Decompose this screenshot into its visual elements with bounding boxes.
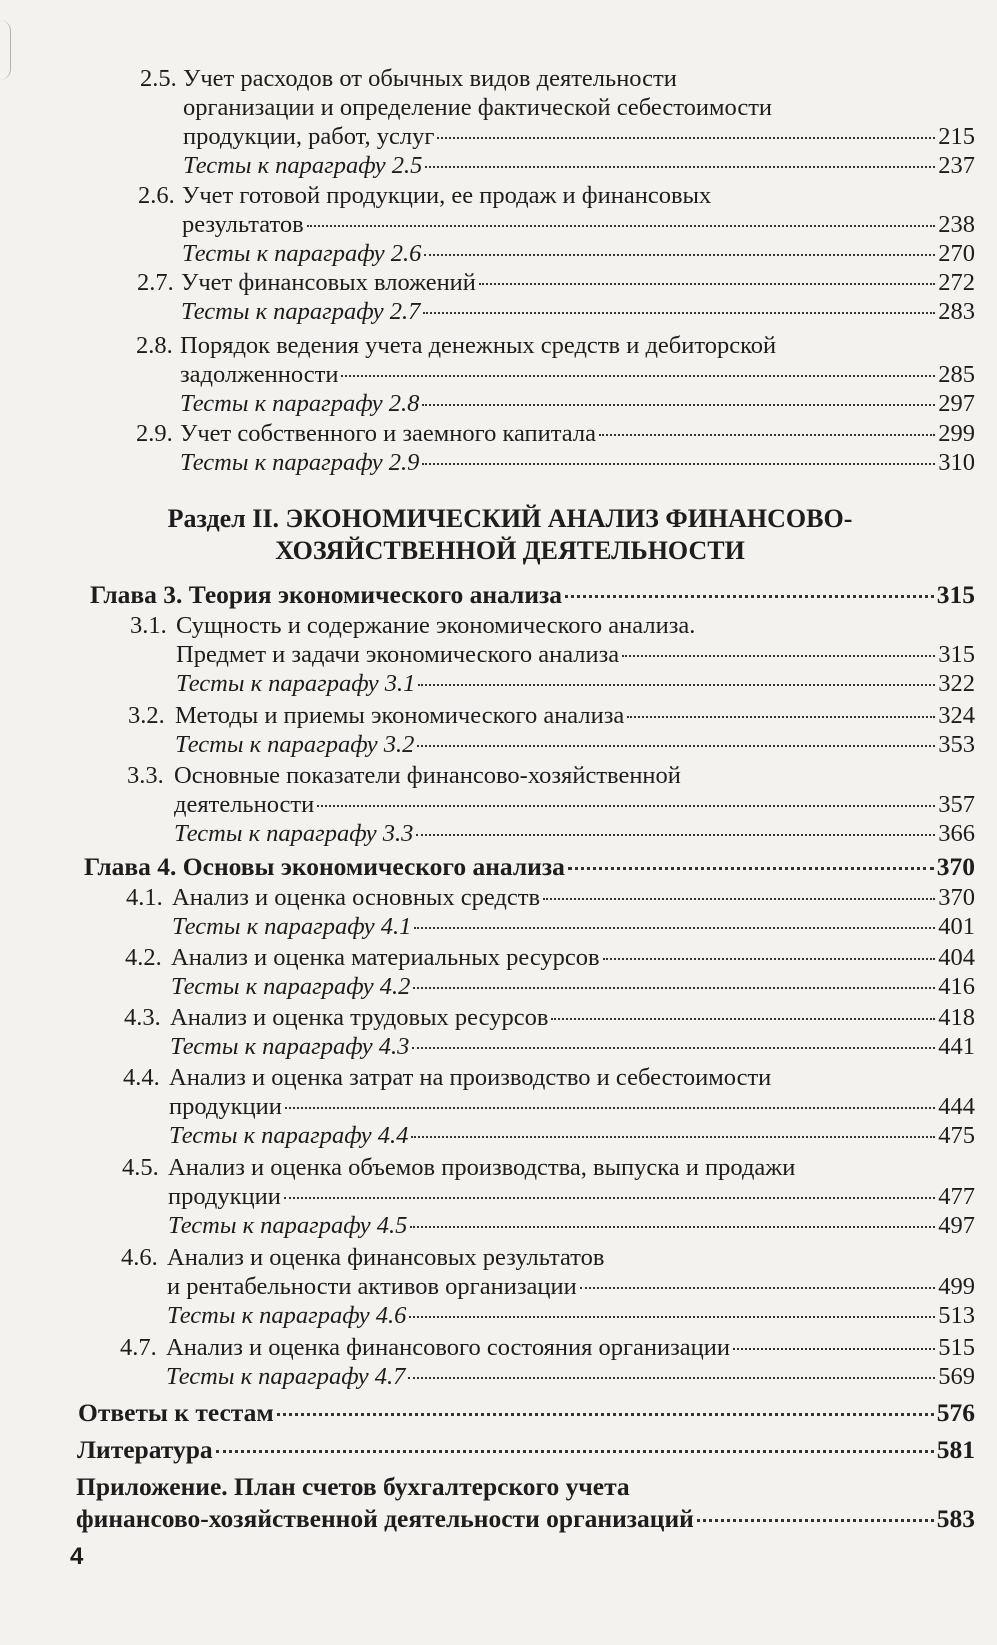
toc-entry-2-6-line1: Учет готовой продукции, ее продаж и финансовых — [182, 182, 712, 209]
toc-tests-2-8-page: 297 — [938, 390, 975, 417]
toc-tests-4-1 — [172, 912, 975, 941]
toc-page-4-1: 370 — [938, 884, 975, 911]
toc-entry-4-7 — [166, 1333, 975, 1362]
leader-dots — [409, 1316, 935, 1318]
toc-tests-4-4 — [169, 1121, 975, 1150]
toc-number-2-7: 2.7. — [137, 269, 174, 296]
toc-tests-3-1-text: Тесты к параграфу 3.1 — [176, 670, 416, 697]
leader-dots — [416, 834, 935, 836]
toc-number-3-2: 3.2. — [128, 702, 165, 729]
leader-dots — [408, 1377, 935, 1379]
toc-tests-2-8 — [180, 389, 975, 418]
toc-entry-2-9-text: Учет собственного и заемного капитала — [180, 420, 596, 447]
leader-dots — [422, 463, 935, 465]
toc-chapter-3-title: Глава 3. Теория экономического анализа — [90, 580, 563, 609]
toc-page-4-4: 444 — [938, 1093, 975, 1120]
toc-tests-4-3-text: Тесты к параграфу 4.3 — [170, 1033, 410, 1060]
section-heading-line1: Раздел II. ЭКОНОМИЧЕСКИЙ АНАЛИЗ ФИНАНСОВО- — [167, 504, 853, 533]
toc-tests-2-6 — [182, 239, 975, 268]
leader-dots — [479, 283, 935, 285]
toc-tests-4-7-page: 569 — [938, 1363, 975, 1390]
toc-tests-2-7 — [181, 297, 975, 326]
leader-dots — [341, 375, 935, 377]
toc-chapter-4-page: 370 — [936, 852, 975, 881]
toc-entry-4-5-line1: Анализ и оценка объемов производства, выпуска и продажи — [168, 1154, 796, 1181]
leader-dots — [551, 1018, 935, 1020]
toc-tests-2-8-text: Тесты к параграфу 2.8 — [180, 390, 420, 417]
toc-page-2-6: 238 — [938, 211, 975, 238]
toc-entry-3-2-text: Методы и приемы экономического анализа — [175, 702, 625, 729]
leader-dots — [414, 927, 935, 929]
toc-chapter-4 — [84, 852, 975, 881]
leader-dots — [599, 434, 935, 436]
toc-entry-4-6-line2: и рентабельности активов организации — [167, 1273, 577, 1300]
leader-dots — [216, 1450, 934, 1453]
toc-tests-2-5 — [183, 151, 975, 180]
toc-number-4-5: 4.5. — [122, 1154, 159, 1181]
toc-page-4-6: 499 — [938, 1273, 975, 1300]
toc-entry-2-7 — [181, 268, 975, 297]
toc-number-4-2: 4.2. — [125, 944, 162, 971]
toc-tests-3-1-page: 322 — [938, 670, 975, 697]
toc-number-2-9: 2.9. — [136, 420, 173, 447]
toc-entry-2-9 — [180, 419, 975, 448]
leader-dots — [697, 1519, 934, 1522]
toc-entry-2-6-line2: результатов — [182, 211, 304, 238]
toc-tests-4-2-page: 416 — [938, 973, 975, 1000]
leader-dots — [412, 1047, 935, 1049]
toc-tests-4-3-page: 441 — [938, 1033, 975, 1060]
toc-number-3-3: 3.3. — [127, 762, 164, 789]
toc-entry-2-8 — [180, 360, 975, 389]
leader-dots — [565, 595, 934, 598]
leader-dots — [284, 1197, 935, 1199]
page-number: 4 — [70, 1543, 84, 1570]
toc-entry-4-1 — [172, 883, 975, 912]
toc-tests-4-6 — [167, 1301, 975, 1330]
leader-dots — [603, 958, 936, 960]
toc-entry-3-3-line1: Основные показатели финансово-хозяйственной — [174, 762, 681, 789]
toc-entry-2-5-line3: продукции, работ, услуг — [183, 123, 435, 150]
toc-tests-2-7-text: Тесты к параграфу 2.7 — [181, 298, 421, 325]
toc-number-4-1: 4.1. — [126, 884, 163, 911]
toc-tests-4-3 — [170, 1032, 975, 1061]
toc-tests-2-9-page: 310 — [938, 449, 975, 476]
toc-chapter-3-page: 315 — [936, 580, 975, 609]
toc-chapter-3 — [90, 580, 975, 609]
toc-entry-3-1-line2: Предмет и задачи экономического анализа — [176, 641, 620, 668]
toc-appendix-line2: финансово-хозяйственной деятельности организаций — [76, 1504, 694, 1533]
toc-page-2-9: 299 — [938, 420, 975, 447]
toc-literature-page: 581 — [936, 1435, 975, 1464]
toc-tests-2-9 — [180, 448, 975, 477]
toc-tests-4-5 — [168, 1211, 975, 1240]
toc-entry-2-5-line1: Учет расходов от обычных видов деятельности — [183, 65, 677, 92]
toc-page-3-3: 357 — [938, 791, 975, 818]
toc-tests-4-2 — [171, 972, 975, 1001]
toc-page-3-2: 324 — [938, 702, 975, 729]
leader-dots — [285, 1107, 935, 1109]
toc-entry-2-8-line1: Порядок ведения учета денежных средств и дебиторской — [180, 332, 777, 359]
leader-dots — [733, 1348, 935, 1350]
leader-dots — [317, 805, 935, 807]
leader-dots — [423, 312, 935, 314]
toc-entry-4-5 — [168, 1182, 975, 1211]
toc-page-4-7: 515 — [938, 1334, 975, 1361]
toc-entry-4-6-line1: Анализ и оценка финансовых результатов — [167, 1244, 605, 1271]
toc-literature — [77, 1435, 975, 1464]
toc-page-2-7: 272 — [938, 269, 975, 296]
leader-dots — [410, 1226, 935, 1228]
toc-entry-4-7-text: Анализ и оценка финансового состояния организации — [166, 1334, 731, 1361]
leader-dots — [411, 1136, 935, 1138]
toc-number-4-4: 4.4. — [123, 1064, 160, 1091]
leader-dots — [307, 225, 936, 227]
toc-tests-3-2 — [175, 730, 975, 759]
toc-tests-3-3-text: Тесты к параграфу 3.3 — [174, 820, 414, 847]
toc-tests-3-3 — [174, 819, 975, 848]
leader-dots — [413, 987, 935, 989]
toc-entry-2-8-line2: задолженности — [180, 361, 339, 388]
toc-entry-4-2 — [171, 943, 975, 972]
toc-entry-3-2 — [175, 701, 975, 730]
toc-number-4-6: 4.6. — [121, 1244, 158, 1271]
leader-dots — [424, 254, 935, 256]
toc-tests-4-6-text: Тесты к параграфу 4.6 — [167, 1302, 407, 1329]
toc-number-4-7: 4.7. — [120, 1334, 157, 1361]
leader-dots — [627, 716, 935, 718]
toc-tests-3-2-page: 353 — [938, 731, 975, 758]
toc-tests-3-1 — [176, 669, 975, 698]
toc-entry-3-3 — [174, 790, 975, 819]
toc-tests-4-7-text: Тесты к параграфу 4.7 — [166, 1363, 406, 1390]
toc-entry-4-3-text: Анализ и оценка трудовых ресурсов — [170, 1004, 549, 1031]
leader-dots — [422, 404, 935, 406]
toc-entry-4-1-text: Анализ и оценка основных средств — [172, 884, 541, 911]
toc-tests-2-7-page: 283 — [938, 298, 975, 325]
toc-number-2-5: 2.5. — [140, 65, 177, 92]
leader-dots — [568, 867, 934, 870]
page-edge-shadow — [0, 20, 11, 80]
leader-dots — [437, 137, 935, 139]
toc-entry-4-4-line2: продукции — [169, 1093, 282, 1120]
leader-dots — [425, 166, 935, 168]
toc-appendix-page: 583 — [936, 1504, 975, 1533]
toc-tests-4-5-text: Тесты к параграфу 4.5 — [168, 1212, 408, 1239]
toc-tests-2-9-text: Тесты к параграфу 2.9 — [180, 449, 420, 476]
toc-entry-4-2-text: Анализ и оценка материальных ресурсов — [171, 944, 600, 971]
toc-number-4-3: 4.3. — [124, 1004, 161, 1031]
toc-number-2-8: 2.8. — [136, 332, 173, 359]
toc-tests-4-2-text: Тесты к параграфу 4.2 — [171, 973, 411, 1000]
toc-page-4-3: 418 — [938, 1004, 975, 1031]
toc-tests-3-2-text: Тесты к параграфу 3.2 — [175, 731, 415, 758]
leader-dots — [417, 745, 935, 747]
toc-page-4-5: 477 — [938, 1183, 975, 1210]
toc-page-2-5: 215 — [938, 123, 975, 150]
leader-dots — [543, 898, 935, 900]
leader-dots — [418, 684, 935, 686]
toc-entry-4-4 — [169, 1092, 975, 1121]
toc-appendix — [76, 1504, 975, 1533]
toc-entry-4-5-line2: продукции — [168, 1183, 281, 1210]
toc-answers-title: Ответы к тестам — [78, 1398, 274, 1427]
toc-answers-page: 576 — [936, 1398, 975, 1427]
toc-tests-2-5-text: Тесты к параграфу 2.5 — [183, 152, 423, 179]
toc-page-3-1: 315 — [938, 641, 975, 668]
toc-tests-2-5-page: 237 — [938, 152, 975, 179]
toc-chapter-4-title: Глава 4. Основы экономического анализа — [84, 852, 565, 881]
toc-tests-2-6-page: 270 — [938, 240, 975, 267]
toc-tests-4-7 — [166, 1362, 975, 1391]
toc-page-4-2: 404 — [938, 944, 975, 971]
toc-tests-4-1-text: Тесты к параграфу 4.1 — [172, 913, 412, 940]
toc-appendix-line1: Приложение. План счетов бухгалтерского учета — [76, 1472, 630, 1501]
toc-tests-4-5-page: 497 — [938, 1212, 975, 1239]
toc-entry-2-5 — [183, 122, 975, 151]
leader-dots — [277, 1413, 934, 1416]
toc-entry-3-1-line1: Сущность и содержание экономического анализа. — [176, 612, 696, 639]
toc-answers — [78, 1398, 975, 1427]
toc-tests-4-4-page: 475 — [938, 1122, 975, 1149]
toc-number-2-6: 2.6. — [138, 182, 175, 209]
toc-entry-3-1 — [176, 640, 975, 669]
toc-tests-4-4-text: Тесты к параграфу 4.4 — [169, 1122, 409, 1149]
toc-entry-2-7-text: Учет финансовых вложений — [181, 269, 476, 296]
toc-entry-4-4-line1: Анализ и оценка затрат на производство и себестоимости — [169, 1064, 772, 1091]
leader-dots — [580, 1287, 936, 1289]
toc-tests-4-6-page: 513 — [938, 1302, 975, 1329]
toc-page-2-8: 285 — [938, 361, 975, 388]
toc-entry-4-3 — [170, 1003, 975, 1032]
toc-tests-2-6-text: Тесты к параграфу 2.6 — [182, 240, 422, 267]
toc-tests-3-3-page: 366 — [938, 820, 975, 847]
toc-entry-2-5-line2: организации и определение фактической себестоимости — [183, 94, 773, 121]
toc-entry-4-6 — [167, 1272, 975, 1301]
toc-tests-4-1-page: 401 — [938, 913, 975, 940]
toc-literature-title: Литература — [77, 1435, 213, 1464]
section-heading-line2: ХОЗЯЙСТВЕННОЙ ДЕЯТЕЛЬНОСТИ — [275, 536, 745, 565]
toc-number-3-1: 3.1. — [130, 612, 167, 639]
toc-entry-2-6 — [182, 210, 975, 239]
toc-entry-3-3-line2: деятельности — [174, 791, 315, 818]
leader-dots — [622, 655, 935, 657]
